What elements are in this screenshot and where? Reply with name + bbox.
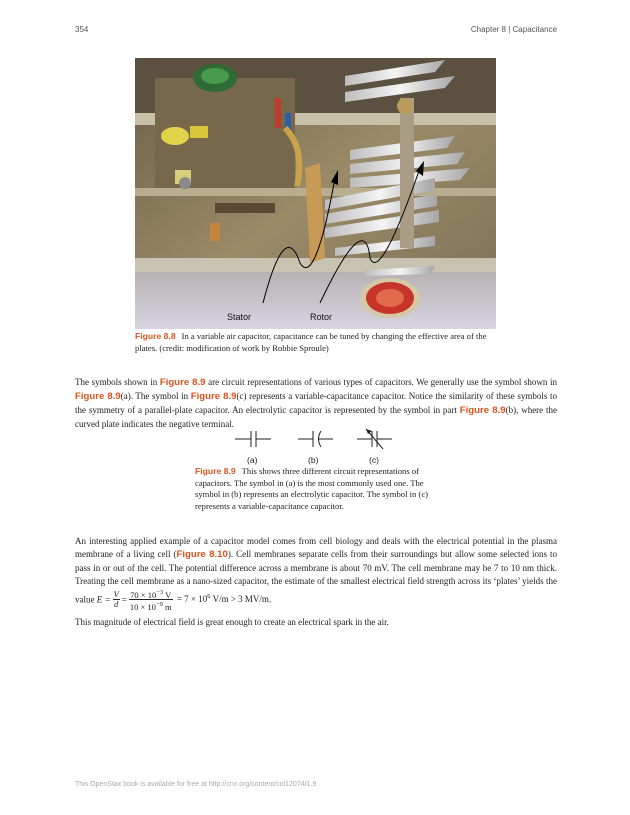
figure-caption-text: This shows three different circuit representations of capacitors. The symbol in (a) is the most commonly used one. The symbol in (b) represents an electrolytic capacitor. The symbol in (c) represents a variable-capacitance capacitor. bbox=[195, 466, 428, 511]
figure-label: Figure 8.8 bbox=[135, 331, 176, 341]
eq-denominator: d bbox=[114, 599, 119, 610]
stator-label: Stator bbox=[227, 312, 252, 322]
symbol-c-label: (c) bbox=[369, 455, 380, 465]
eq-result-exp: 6 bbox=[207, 593, 211, 601]
symbol-a-label: (a) bbox=[247, 455, 258, 465]
eq-result: = 7 × 10 bbox=[174, 594, 208, 605]
text-run: The symbols shown in bbox=[75, 377, 160, 387]
rotor-label: Rotor bbox=[310, 312, 333, 322]
page-footer: This OpenStax book is available for free at http://cnx.org/content/col12074/1.9 bbox=[75, 781, 317, 788]
eq-denominator bbox=[129, 600, 173, 612]
eq-den-exp: −9 bbox=[155, 601, 163, 609]
eq-num-exp: −3 bbox=[156, 588, 164, 596]
text-run: . bbox=[268, 594, 272, 605]
figure-8-9-caption bbox=[195, 466, 440, 512]
chapter-title: Chapter 8 | Capacitance bbox=[470, 25, 557, 34]
eq-den-unit: m bbox=[162, 602, 172, 613]
paragraph-symbols bbox=[75, 376, 557, 431]
figure-8-9-link[interactable]: Figure 8.9 bbox=[159, 377, 206, 388]
paragraph-spark: This magnitude of electrical field is great enough to create an electrical spark in the air. bbox=[75, 617, 389, 627]
eq-lhs: E = bbox=[96, 594, 111, 605]
text-run: (a). The symbol in bbox=[120, 390, 191, 401]
eq-numerator bbox=[129, 588, 173, 601]
variable-capacitor-photo bbox=[135, 58, 496, 329]
fraction-v-d bbox=[113, 590, 120, 609]
eq-num-base: 70 × 10 bbox=[130, 589, 157, 600]
text-run: ). Cell membranes separate cells from their surroundings but allow some selected ions to pass in or out of the cell. The potential difference across a membrane is about 70 mV. The cell membrane may be 7 to 10 nm thick. Treating the cell membrane as a nano-sized capacitor, the estimate of the smallest electrical field strength across its ‘plates’ yields the value bbox=[75, 548, 557, 605]
figure-8-9-link[interactable]: Figure 8.9 bbox=[459, 404, 506, 416]
figure-8-10-link[interactable]: Figure 8.10 bbox=[176, 548, 228, 560]
text-run: (c) represents a variable-capacitance capacitor. Notice the similarity of these symbols to the symmetry of a parallel-plate capacitor. An electrolytic capacitor is represented by the symbol in part bbox=[75, 390, 557, 415]
text-run: are circuit representations of various types of capacitors. We generally use the symbol shown in bbox=[205, 377, 557, 387]
eq-result-tail: V/m > 3 MV/m bbox=[210, 594, 269, 605]
page-number: 354 bbox=[75, 25, 89, 34]
figure-label: Figure 8.9 bbox=[195, 466, 236, 476]
figure-8-9-link[interactable]: Figure 8.9 bbox=[75, 390, 121, 402]
text-run: An interesting applied example of a capacitor model comes from cell biology and deals with the electrical potential in the plasma membrane of a living cell ( bbox=[75, 536, 557, 559]
eq-num-unit: V bbox=[163, 589, 172, 600]
symbol-b-label: (b) bbox=[308, 455, 319, 465]
figure-8-8-caption bbox=[135, 331, 497, 354]
eq-den-base: 10 × 10 bbox=[129, 602, 156, 613]
fraction-values bbox=[129, 588, 173, 613]
figure-caption-text: In a variable air capacitor, capacitance can be tuned by changing the effective area of the plates. (credit: modification of work by Robbie Sproule) bbox=[135, 331, 487, 353]
figure-8-9-link[interactable]: Figure 8.9 bbox=[190, 390, 237, 402]
paragraph-cell-membrane bbox=[75, 535, 557, 612]
eq-numerator: V bbox=[113, 589, 119, 600]
field-equation: E = $\frac{V}{d}$ = $\frac{70 \times 10^{-3} V}{10 \times 10^{-9} m}$ = $7 \times 10^6$ V/m > 3 MV/m bbox=[96, 588, 269, 613]
text-run: (b), where the curved plate indicates the negative terminal. bbox=[75, 404, 557, 429]
